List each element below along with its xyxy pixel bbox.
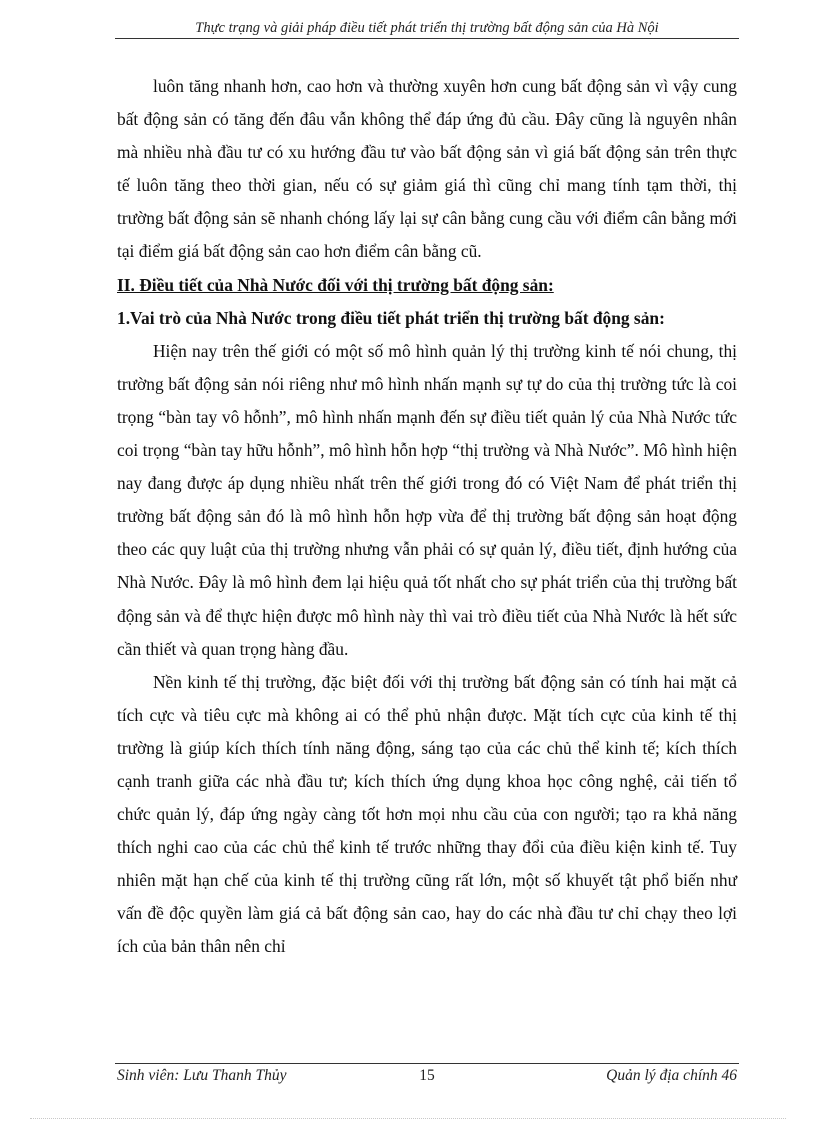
paragraph-1: luôn tăng nhanh hơn, cao hơn và thường xuyên hơn cung bất động sản vì vậy cung bất động sản có tăng đến đâu vẫn không thể đáp ứng đủ cầu. Đây cũng là nguyên nhân mà nhiều nhà đầu tư có xu hướng đầu tư vào bất động sản vì giá bất động sản trên thực tế luôn tăng theo thời gian, nếu có sự giảm giá thì cũng chỉ mang tính tạm thời, thị trường bất động sản sẽ nhanh chóng lấy lại sự cân bằng cung cầu với điểm cân bằng mới tại điểm giá bất động sản cao hơn điểm cân bằng cũ. [117,76,737,262]
header-rule [115,38,739,39]
paragraph-3: Nền kinh tế thị trường, đặc biệt đối với thị trường bất động sản có tính hai mặt cả tích cực và tiêu cực mà không ai có thể phủ nhận được. Mặt tích cực của kinh tế thị trường là giúp kích thích tính năng động, sáng tạo của các chủ thể kinh tế; kích thích cạnh tranh giữa các nhà đầu tư; kích thích ứng dụng khoa học công nghệ, cải tiến tổ chức quản lý, đáp ứng ngày càng tốt hơn mọi nhu cầu của con người; tạo ra khả năng thích nghi cao của các chủ thể kinh tế trước những thay đổi của điều kiện kinh tế. Tuy nhiên mặt hạn chế của kinh tế thị trường cũng rất lớn, một số khuyết tật phổ biến như vấn đề độc quyền làm giá cả bất động sản cao, hay do các nhà đầu tư chỉ chạy theo lợi ích của bản thân nên chỉ [117,671,737,957]
footer-rule [115,1063,739,1064]
paragraph-2: Hiện nay trên thế giới có một số mô hình quản lý thị trường kinh tế nói chung, thị trường bất động sản nói riêng như mô hình nhấn mạnh sự tự do của thị trường tức là coi trọng “bàn tay vô hỗnh”, mô hình nhấn mạnh đến sự điều tiết quản lý của Nhà Nước tức coi trọng “bàn tay hữu hỗnh”, mô hình hỗn hợp “thị trường và Nhà Nước”. Mô hình hiện nay đang được áp dụng nhiều nhất trên thế giới trong đó có Việt Nam để phát triển thị trường bất động sản đó là mô hình hỗn hợp vừa để thị trường bất động sản hoạt động theo các quy luật của thị trường nhưng vẫn phải có sự quản lý, điều tiết, định hướng của Nhà Nước. Đây là mô hình đem lại hiệu quả tốt nhất cho sự phát triển của thị trường bất động sản và để thực hiện được mô hình này thì vai trò điều tiết của Nhà Nước là hết sức cần thiết và quan trọng hàng đầu. [117,340,737,659]
page-footer [115,1067,739,1089]
section-heading: II. Điều tiết của Nhà Nước đối với thị trường bất động sản: [117,274,554,295]
footer-page-number: 15 [419,1067,435,1084]
page-content [117,70,737,964]
page-edge-divider [30,1118,786,1119]
running-header: Thực trạng và giải pháp điều tiết phát triển thị trường bất động sản của Hà Nội [195,20,659,36]
footer-class: Quản lý địa chính 46 [606,1067,737,1084]
subsection-heading: 1.Vai trò của Nhà Nước trong điều tiết phát triển thị trường bất động sản: [117,307,665,328]
footer-student: Sinh viên: Lưu Thanh Thủy [117,1067,287,1084]
